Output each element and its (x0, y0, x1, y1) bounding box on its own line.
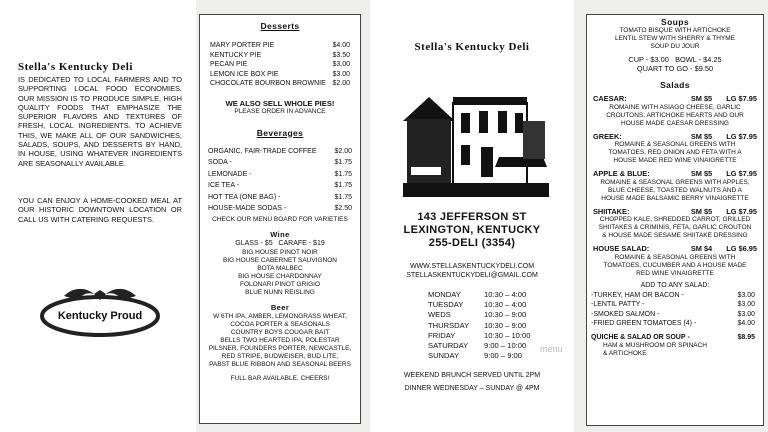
add-item-price: $3.00 (737, 301, 755, 308)
dessert-item-price: $4.00 (332, 42, 350, 49)
wine-item: BLUE NUNN REISLING (245, 289, 315, 297)
whole-pies-text: WE ALSO SELL WHOLE PIES! (225, 98, 335, 108)
hours-day: MONDAY (428, 290, 461, 299)
add-item-price: $3.00 (737, 310, 755, 318)
beverage-item-name: SODA - (208, 159, 232, 167)
salad-desc: ROMAINE & SEASONAL GREENS WITH APPLES, BLUE CHEESE, TOASTED WALNUTS AND A HOUSE MADE BALSAMIC BERRY VINAIGRETTE (600, 178, 750, 202)
quiche-name: QUICHE & SALAD OR SOUP - (591, 333, 690, 341)
beer-line: PABST BLUE RIBBON AND SEASONAL BEERS (209, 361, 351, 369)
dessert-item (210, 70, 350, 80)
beverage-item-name: ICE TEA - (208, 182, 239, 190)
salad-name: CAESAR: (593, 94, 627, 103)
wine-list (200, 249, 360, 297)
salad-sm: SM $5 (690, 94, 713, 103)
deli-building-drawing (403, 63, 549, 197)
email-link[interactable]: STELLASKENTUCKYDELI@GMAIL.COM (406, 272, 538, 279)
phone-line: 255-DELI (3354) (428, 237, 516, 249)
salad-lg: LG $6.95 (726, 244, 757, 253)
deli-building-illustration (403, 63, 549, 197)
hours-row (428, 290, 548, 300)
salad-lg: LG $7.95 (726, 169, 757, 178)
beverages-heading: Beverages (256, 127, 304, 138)
salad-name: APPLE & BLUE: (593, 169, 650, 178)
quiche-price: $8.95 (737, 333, 755, 341)
hours-day: SUNDAY (428, 351, 460, 361)
mission-text: IS DEDICATED TO LOCAL FARMERS AND TO SUPPORTING LOCAL FOOD ECONOMIES. OUR MISSION IS TO PRODUCE SIMPLE, HIGH QUALITY FOODS THAT EMPHASIZE THE SUPERIOR FLAVORS AND TEXTURES OF FRESH, LOCAL INGREDIENTS. TO ACHIEVE THIS, WE MAKE ALL OF OUR SANDWICHES, SALADS, SOUPS, AND DESSERTS BY HAND, IN HOUSE, USING WHATEVER INGREDIENTS ARE SEASONALLY AVAILABLE. (18, 75, 182, 168)
salad-desc: ROMAINE WITH ASIAGO CHEESE, GARLIC CROUTONS, ARTICHOKE HEARTS AND OUR HOUSE MADE CAESAR DRESSING (606, 103, 744, 127)
salads-heading: Salads (660, 80, 690, 90)
wine-item: FOLONARI PINOT GRIGIO (239, 281, 321, 289)
hours-time: 10:30 – 9:00 (484, 320, 527, 330)
wine-item: BIG HOUSE CABERNET SAUVIGNON (222, 257, 337, 265)
desserts-panel (199, 14, 361, 424)
website-link[interactable]: WWW.STELLASKENTUCKYDELI.COM (409, 263, 535, 270)
about-title: Stella's Kentucky Deli (18, 61, 133, 73)
wine-item: BOTA MALBEC (257, 265, 303, 273)
logo-text: Kentucky Proud (57, 310, 143, 322)
hours-time: 10:30 – 4:00 (484, 290, 527, 299)
salad-sm: SM $5 (690, 169, 713, 178)
quiche-item (591, 333, 755, 359)
dessert-item-price: $2.00 (332, 80, 350, 87)
soup-item: SOUP DU JOUR (650, 43, 700, 50)
cup-bowl-price: CUP - $3.00 BOWL - $4.25 (628, 55, 722, 64)
address-line: 143 JEFFERSON ST (417, 211, 527, 223)
salad-item (593, 207, 757, 241)
beverage-item-name: HOT TEA (ONE BAG) - (208, 193, 281, 201)
wine-pricing: GLASS - $5 CARAFE - $19 (235, 240, 325, 248)
dessert-item-price: $3.00 (332, 70, 350, 78)
beer-list (200, 313, 360, 369)
beverage-item-name: HOUSE-MADE SODAS - (208, 205, 287, 213)
dessert-item-name: LEMON ICE BOX PIE (210, 70, 279, 78)
hours-day: FRIDAY (428, 330, 456, 340)
add-item (591, 291, 755, 301)
whole-pies-note: PLEASE ORDER IN ADVANCE (234, 107, 326, 115)
cover-title: Stella's Kentucky Deli (414, 41, 530, 53)
city-line: LEXINGTON, KENTUCKY (403, 224, 541, 236)
salad-name: HOUSE SALAD: (593, 244, 650, 253)
hours-time: 10:30 – 10:00 (484, 330, 531, 340)
full-bar-text: FULL BAR AVAILABLE. CHEERS! (230, 375, 330, 383)
salad-lg: LG $7.95 (726, 206, 757, 216)
beer-line: W 6TH IPA, AMBER, LEMONGRASS WHEAT, (213, 313, 347, 321)
salad-item (593, 132, 757, 166)
dinner-line: DINNER WEDNESDAY – SUNDAY @ 4PM (404, 385, 540, 392)
add-list (591, 291, 755, 329)
quiche-desc: HAM & MUSHROOM OR SPINACH & ARTICHOKE (603, 342, 708, 357)
beverage-item (208, 169, 352, 181)
hours-day: TUESDAY (428, 300, 464, 310)
hours-row (428, 331, 548, 341)
beverage-item-price: $1.75 (334, 159, 352, 167)
dessert-item (210, 60, 350, 70)
salad-sm: SM $4 (690, 244, 713, 253)
hours-day: WEDS (428, 310, 451, 320)
about-panel (0, 0, 196, 432)
salad-sm: SM $5 (690, 131, 713, 141)
beverage-item (208, 180, 352, 192)
hours-row (428, 300, 548, 310)
dessert-item-price: $3.00 (332, 61, 350, 68)
add-item-price: $3.00 (737, 291, 755, 299)
dessert-item-name: KENTUCKY PIE (210, 51, 262, 59)
beer-line: COCOA PORTER & SEASONALS (230, 321, 330, 329)
brunch-line: WEEKEND BRUNCH SERVED UNTIL 2PM (403, 372, 541, 379)
salad-list (593, 94, 757, 278)
dessert-item (210, 79, 350, 89)
add-item-price: $4.00 (737, 320, 755, 327)
dessert-item-price: $3.50 (332, 51, 350, 59)
beverage-item-name: ORGANIC, FAIR-TRADE COFFEE (208, 147, 317, 155)
hours-time: 9:00 – 9:00 (484, 351, 523, 361)
beer-line: BELLS TWO HEARTED IPA, POLESTAR (220, 337, 340, 345)
hours-list (428, 290, 548, 361)
beverage-item (208, 146, 352, 158)
wine-heading: Wine (270, 230, 290, 240)
beer-line: PILSNER, FOUNDERS PORTER, NEWCASTLE, (208, 345, 352, 353)
salad-desc: ROMAINE & SEASONAL GREENS WITH TOMATOES, CUCUMBER AND A HOUSE MADE RED WINE VINAIGRETTE (603, 253, 747, 277)
dessert-item (210, 51, 350, 61)
beer-line: RED STRIPE, BUDWEISER, BUD LITE, (221, 353, 339, 361)
beverage-item-price: $2.50 (334, 205, 352, 213)
soup-list (587, 27, 763, 51)
add-item (591, 319, 755, 329)
hours-row (428, 341, 548, 351)
kentucky-proud-logo (38, 286, 162, 342)
beer-line: COUNTRY BOYS COUGAR BAIT (230, 329, 330, 337)
dessert-item-name: PECAN PIE (210, 61, 248, 68)
salad-item (593, 169, 757, 203)
salad-sm: SM $5 (690, 206, 713, 216)
dessert-item (210, 41, 350, 51)
beverage-item-price: $1.75 (334, 193, 352, 201)
wine-item: BIG HOUSE PINOT NOIR (242, 249, 318, 257)
beverage-item-price: $2.00 (334, 147, 352, 155)
hours-time: 10:30 – 4:00 (484, 300, 527, 310)
beverage-item-name: LEMONADE - (208, 170, 252, 178)
add-item-name: -SMOKED SALMON - (591, 310, 660, 318)
hours-row (428, 321, 548, 331)
salad-lg: LG $7.95 (726, 131, 757, 141)
add-item-name: -FRIED GREEN TOMATOES (4) - (591, 320, 697, 327)
add-item-name: -TURKEY, HAM OR BACON - (591, 291, 684, 299)
desserts-heading: Desserts (260, 21, 300, 31)
soup-item: TOMATO BISQUE WITH ARTICHOKE (619, 27, 731, 34)
hours-day: THURSDAY (428, 320, 470, 330)
beverage-item-price: $1.75 (334, 170, 352, 178)
dessert-item-name: MARY PORTER PIE (210, 42, 275, 49)
beverage-list (208, 146, 352, 216)
salad-item (593, 94, 757, 128)
beverage-item (208, 203, 352, 215)
hours-day: SATURDAY (428, 341, 469, 351)
salad-item (593, 244, 757, 278)
catering-text: YOU CAN ENJOY A HOME-COOKED MEAL AT OUR HISTORIC DOWNTOWN LOCATION OR CALL US WITH CATERING REQUESTS. (18, 196, 182, 224)
cover-panel (370, 0, 574, 432)
beverages-note: CHECK OUR MENU BOARD FOR VARIETIES (212, 216, 348, 224)
beverage-item-price: $1.75 (334, 182, 352, 190)
add-item (591, 310, 755, 320)
wine-item: BIG HOUSE CHARDONNAY (238, 273, 322, 281)
hours-row (428, 351, 548, 361)
soups-heading: Soups (661, 17, 689, 27)
quart-price: QUART TO GO - $9.50 (636, 64, 714, 73)
salad-lg: LG $7.95 (726, 94, 757, 103)
add-item-name: -LENTIL PATTY - (591, 301, 645, 308)
add-item (591, 300, 755, 310)
beverage-item (208, 192, 352, 204)
beer-heading: Beer (270, 303, 290, 313)
hours-time: 9:00 – 10:00 (484, 341, 527, 351)
watermark-text: menu (540, 344, 563, 354)
dessert-list (210, 41, 350, 89)
add-heading: ADD TO ANY SALAD: (640, 281, 710, 289)
salad-desc: CHOPPED KALE, SHREDDED CARROT, GRILLED SHIITAKES & CRIMINIS, FETA, GARLIC CROUTON & HOUSE MADE SESAME SHIITAKE DRESSING (598, 216, 752, 239)
salad-name: GREEK: (593, 131, 622, 141)
hours-row (428, 310, 548, 320)
soups-salads-panel (586, 14, 764, 426)
dessert-item-name: CHOCOLATE BOURBON BROWNIE (210, 80, 326, 87)
salad-name: SHIITAKE: (593, 206, 630, 216)
salad-desc: ROMAINE & SEASONAL GREENS WITH TOMATOES, RED ONION AND FETA WITH A HOUSE MADE RED WINE VINAIGRETTE (608, 141, 742, 164)
beverage-item (208, 157, 352, 169)
hours-time: 10:30 – 9:00 (484, 310, 527, 320)
soup-item: LENTIL STEW WITH SHERRY & THYME (614, 35, 736, 42)
